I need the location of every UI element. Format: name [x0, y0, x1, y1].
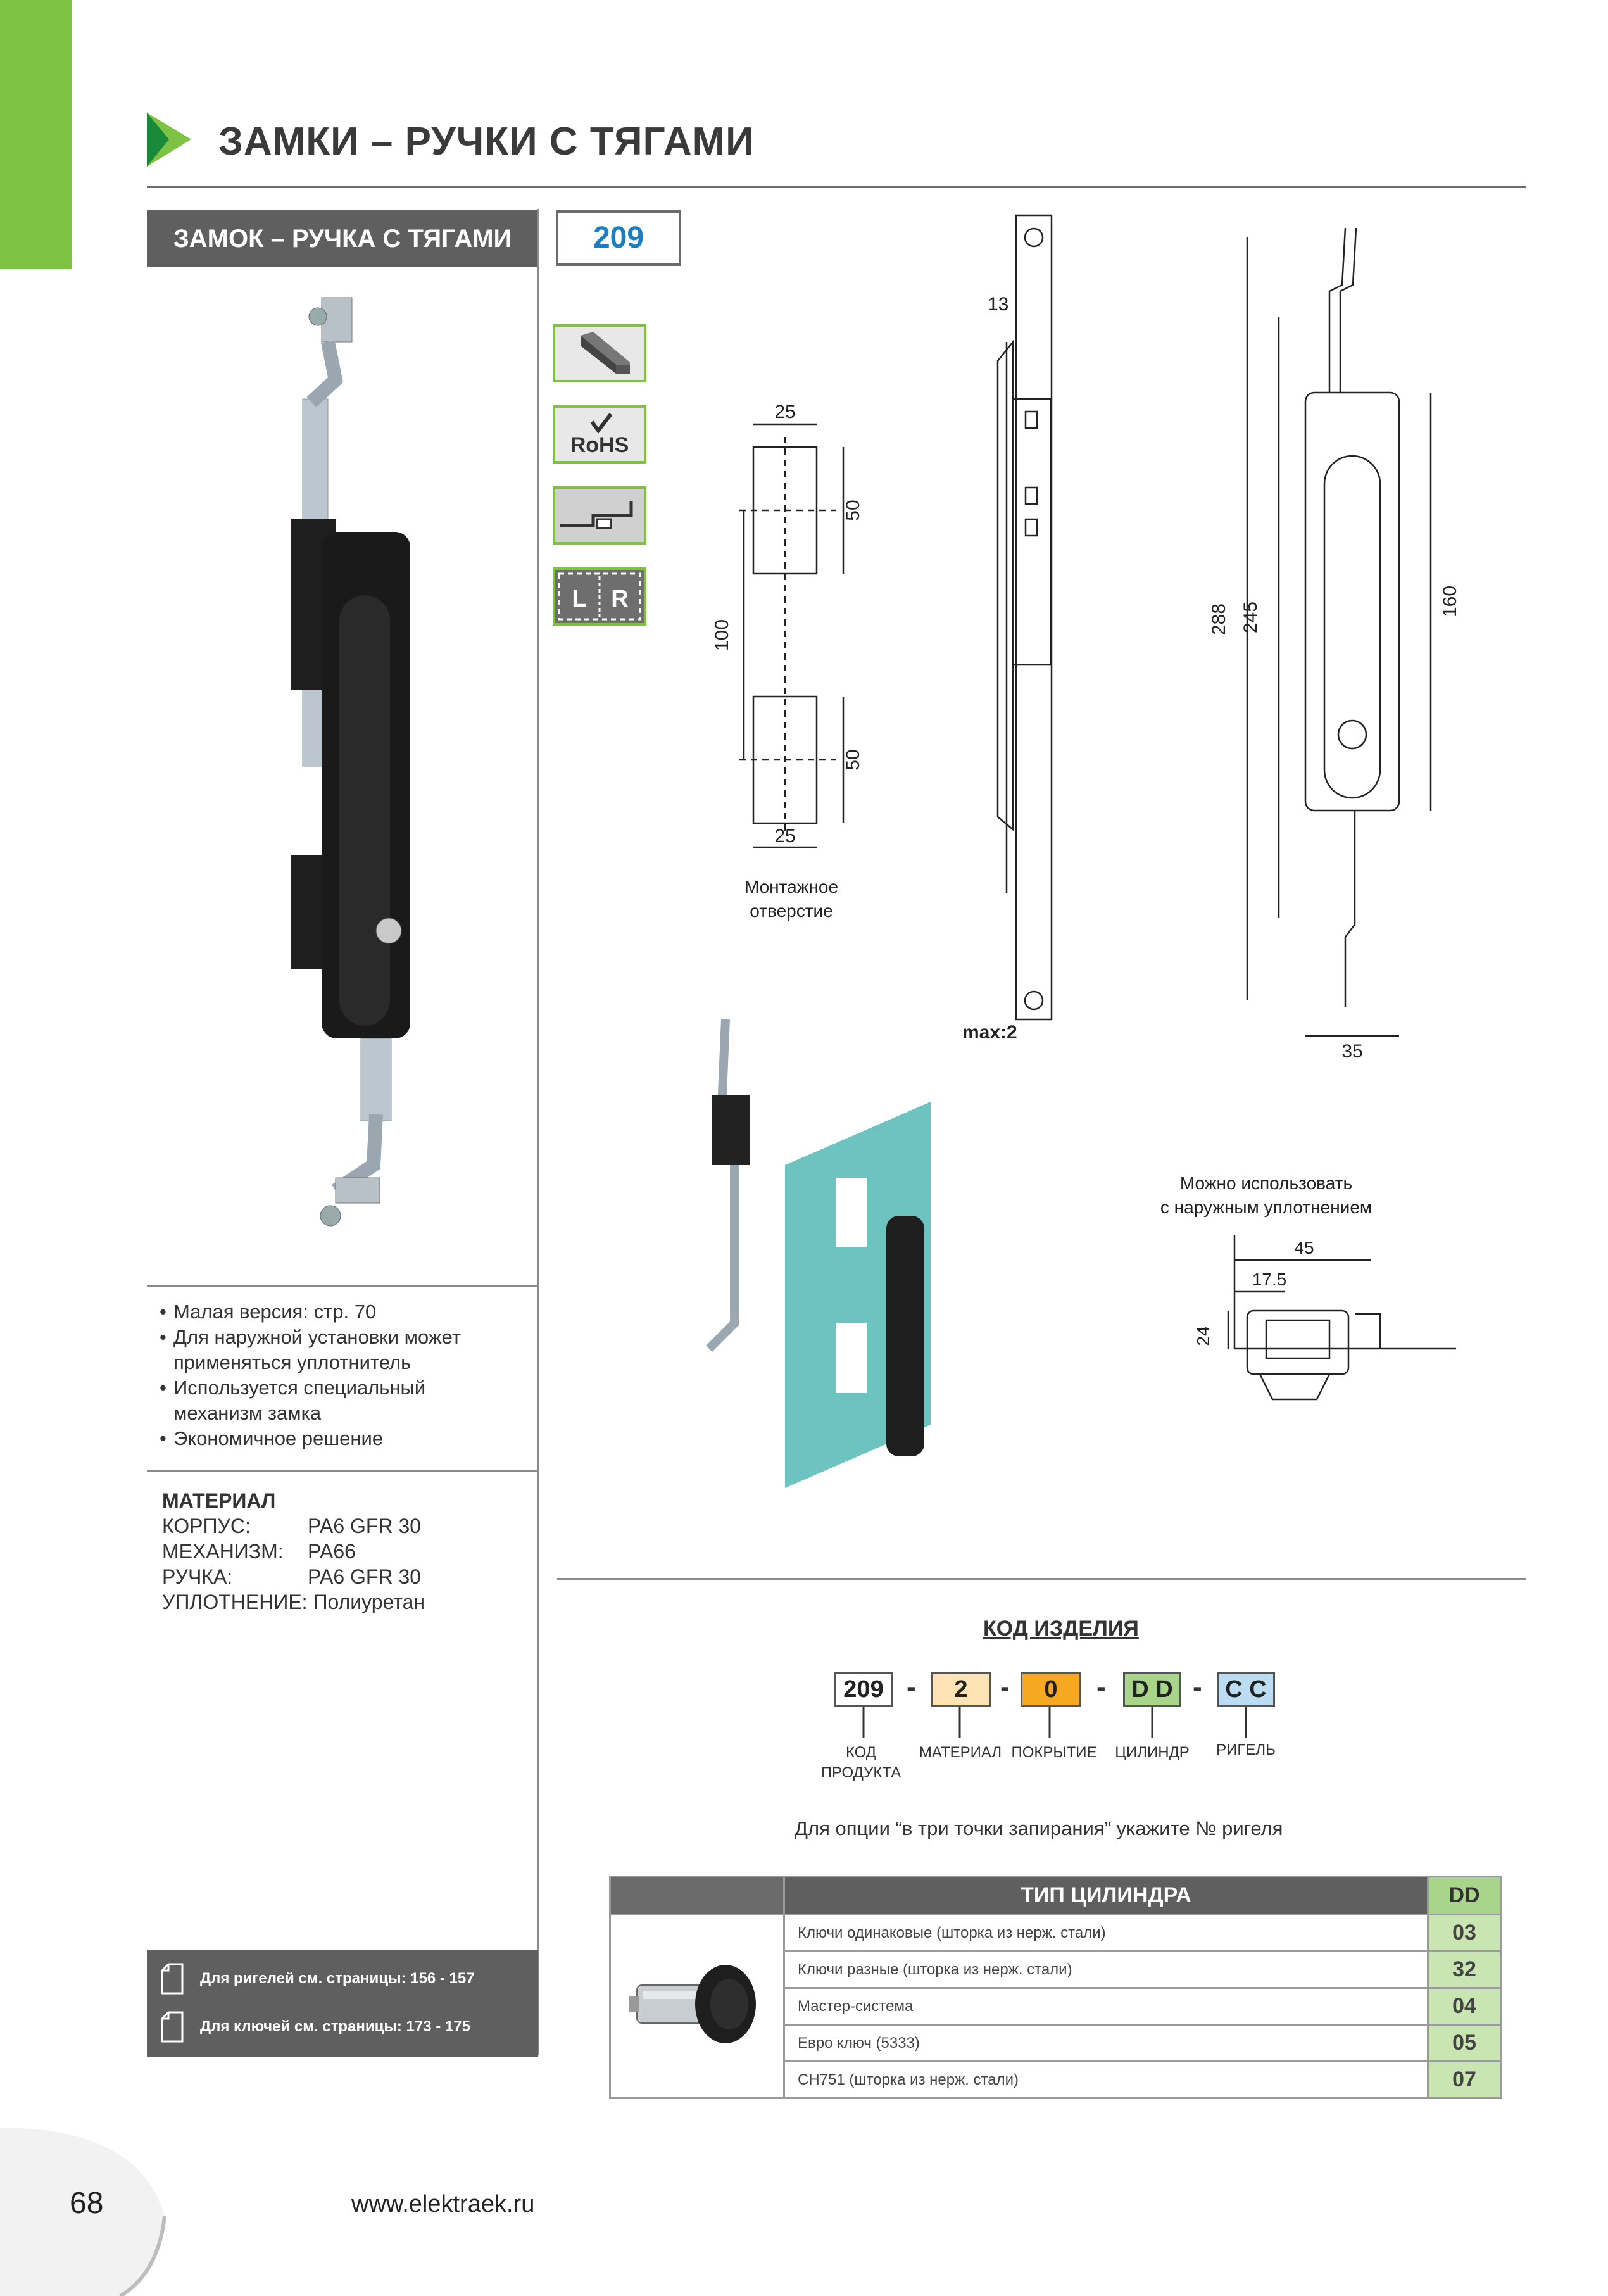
dim-245: 245	[1240, 601, 1261, 634]
page-number: 68	[70, 2186, 104, 2220]
code-dash: -	[907, 1672, 916, 1703]
table-header-code: DD	[1428, 1877, 1501, 1915]
rohs-label: RoHS	[570, 433, 629, 457]
table-cell-code: 05	[1428, 2025, 1501, 2062]
chevron-right-icon	[147, 113, 191, 167]
table-header-row	[610, 1877, 1501, 1915]
code-dash: -	[1096, 1672, 1106, 1703]
document-icon	[160, 1963, 185, 1995]
code-label-bolt: РИГЕЛЬ	[1216, 1741, 1276, 1758]
code-label-cylinder: ЦИЛИНДР	[1115, 1744, 1190, 1761]
green-tab	[0, 0, 72, 269]
material-heading: МАТЕРИАЛ	[162, 1489, 276, 1512]
document-icon	[160, 2011, 185, 2043]
code-box-coating: 0	[1021, 1672, 1081, 1707]
table-cell-desc: Ключи разные (шторка из нерж. стали)	[784, 1952, 1428, 1988]
section-title: ЗАМОК – РУЧКА С ТЯГАМИ	[147, 210, 538, 267]
product-code-title: КОД ИЗДЕЛИЯ	[983, 1617, 1139, 1641]
dim-24: 24	[1193, 1326, 1213, 1346]
left-right-icon	[553, 567, 646, 626]
dim-100: 100	[712, 619, 732, 652]
profile-icon	[553, 324, 646, 382]
dim-35: 35	[1341, 1041, 1363, 1062]
cutout-label: отверстие	[750, 901, 833, 921]
material-block	[162, 1488, 425, 1615]
feature-item: • Используется специальный механизм замка	[160, 1375, 503, 1426]
cutout-label: Монтажное	[744, 877, 839, 897]
reference-item: Для ригелей см. страницы: 156 - 157	[160, 1957, 475, 2001]
dim-13: 13	[988, 294, 1009, 315]
dim-288: 288	[1209, 603, 1229, 636]
code-label-product: КОД ПРОДУКТА	[820, 1744, 901, 1781]
code-label-coating: ПОКРЫТИЕ	[1011, 1744, 1097, 1761]
cutout-drawing	[739, 424, 843, 847]
left-label: L	[572, 586, 587, 612]
reference-item: Для ключей см. страницы: 173 - 175	[160, 2005, 470, 2049]
seal-note: с наружным уплотнением	[1160, 1197, 1372, 1217]
code-box-product: 209	[834, 1672, 893, 1707]
dim-45: 45	[1294, 1238, 1314, 1258]
material-row: КОРПУС: PA6 GFR 30	[162, 1515, 422, 1537]
table-cell-code: 32	[1428, 1952, 1501, 1988]
divider	[147, 1285, 538, 1287]
feature-item: • Малая версия: стр. 70	[160, 1299, 503, 1325]
website-link[interactable]: www.elektraek.ru	[351, 2191, 535, 2217]
technical-drawings	[684, 209, 1532, 1526]
table-cell-desc: Евро ключ (5333)	[784, 2025, 1428, 2062]
product-code-badge: 209	[556, 210, 681, 266]
column-divider	[537, 209, 539, 2055]
code-box-bolt: C C	[1217, 1672, 1275, 1707]
reference-box	[147, 1950, 538, 2057]
mounting-icon	[553, 486, 646, 545]
feature-item: • Для наружной установки может применяться уплотнитель	[160, 1325, 503, 1375]
cylinder-table	[609, 1876, 1502, 2099]
code-connectors	[823, 1707, 1304, 1745]
table-cell-desc: Мастер-система	[784, 1988, 1428, 2025]
code-box-material: 2	[931, 1672, 991, 1707]
divider	[557, 1578, 1526, 1580]
dim-25: 25	[774, 401, 796, 422]
table-header: ТИП ЦИЛИНДРА	[784, 1877, 1428, 1915]
rohs-icon	[553, 405, 646, 464]
table-cell-code: 03	[1428, 1915, 1501, 1952]
dim-max2: max:2	[962, 1022, 1017, 1043]
code-box-cylinder: D D	[1123, 1672, 1181, 1707]
title-divider	[147, 186, 1526, 188]
table-header-empty	[610, 1877, 784, 1915]
divider	[147, 1470, 538, 1472]
table-cell-desc: CH751 (шторка из нерж. стали)	[784, 2062, 1428, 2098]
dim-25: 25	[774, 826, 796, 847]
code-label-material: МАТЕРИАЛ	[919, 1744, 1002, 1761]
seal-section-drawing	[1228, 1235, 1456, 1399]
material-seal: УПЛОТНЕНИЕ: Полиуретан	[162, 1591, 425, 1613]
exploded-view	[709, 1019, 931, 1488]
table-cell-code: 04	[1428, 1988, 1501, 2025]
seal-note: Можно использовать	[1179, 1173, 1353, 1193]
table-cell-desc: Ключи одинаковые (шторка из нерж. стали)	[784, 1915, 1428, 1952]
side-view-drawing	[998, 215, 1052, 1019]
product-photo	[253, 291, 443, 1254]
dim-17-5: 17.5	[1252, 1270, 1287, 1289]
table-cell-code: 07	[1428, 2062, 1501, 2098]
dim-50: 50	[843, 749, 864, 771]
dim-50: 50	[843, 500, 864, 521]
cylinder-image	[610, 1915, 784, 2098]
feature-item: • Экономичное решение	[160, 1426, 503, 1451]
three-point-note: Для опции “в три точки запирания” укажите № ригеля	[795, 1817, 1283, 1839]
material-row: РУЧКА: PA6 GFR 30	[162, 1565, 422, 1588]
material-row: МЕХАНИЗМ: PA66	[162, 1540, 356, 1563]
front-view-drawing	[1247, 228, 1431, 1036]
dim-160: 160	[1440, 585, 1460, 618]
right-label: R	[611, 586, 629, 612]
page-title: ЗАМКИ – РУЧКИ С ТЯГАМИ	[218, 120, 755, 163]
code-dash: -	[1193, 1672, 1202, 1703]
table-row	[610, 1915, 1501, 1952]
code-dash: -	[1000, 1672, 1010, 1703]
feature-list	[160, 1299, 503, 1451]
